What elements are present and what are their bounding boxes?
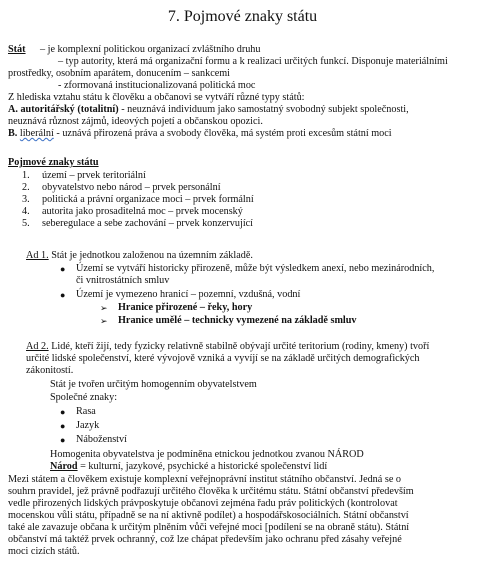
bullet-icon: ● — [60, 421, 66, 431]
citizenship-line-5: také ale zavazuje občana k určitým plněním vůči veřejné moci [podílení se na obraně státu). Státní — [8, 522, 410, 533]
ad1-line — [26, 250, 253, 262]
sign-item: Náboženství — [76, 434, 127, 445]
bullet-icon: ● — [60, 264, 66, 274]
ad2-text-1: Lidé, kteří žijí, tedy fyzicky relativně stabilně obývají určité teritorium (rodiny, kmeny) tvoří — [48, 341, 430, 352]
stat-relation: Z hlediska vztahu státu k člověku a občanovi se vytváří různé typy států: — [8, 92, 305, 103]
ad1-bullet-1: Území se vytváří historicky přirozeně, může být výsledkem anexí, nebo mezinárodních, — [76, 263, 435, 274]
stat-term: Stát — [8, 44, 26, 55]
stat-def-1: – je komplexní politickou organizací zvláštního druhu — [40, 44, 261, 55]
citizenship-line-2: souhrn pravidel, jež právně podřazují určitého člověka k určitému státu. Státní občanství především — [8, 486, 414, 497]
narod-text: = kulturní, jazykové, psychické a historické společenství lidí — [77, 461, 328, 472]
sign-item: Rasa — [76, 406, 96, 417]
list-item-text: autorita jako prosaditelná moc – prvek mocenský — [42, 206, 243, 217]
state-type-a — [8, 104, 409, 116]
list-number: 3. — [22, 194, 30, 205]
arrow-bullet-icon: ➢ — [100, 316, 108, 326]
section-heading-pojmove: Pojmové znaky státu — [8, 157, 99, 168]
state-type-b — [8, 128, 392, 140]
arrow-bullet-icon: ➢ — [100, 303, 108, 313]
list-item-text: území – prvek teritoriální — [42, 170, 146, 181]
ad1-sub-1: Hranice přirozené – řeky, hory — [118, 302, 253, 313]
citizenship-line-1: Mezi státem a člověkem existuje komplexní veřejnoprávní institut státního občanství. Jedná se o — [8, 474, 401, 485]
state-type-a-text-2: neuznává různost zájmů, ideových pojetí a občanskou opozici. — [8, 116, 263, 127]
state-type-b-text: - uznává přirozená práva a svobody člověka, má systém proti excesům státní moci — [53, 128, 392, 139]
list-number: 2. — [22, 182, 30, 193]
state-type-b-label: liberální — [19, 128, 54, 139]
state-type-b-letter: B. — [8, 128, 18, 139]
state-type-a-text: - neuznává individuum jako samostatný svobodný subjekt společnosti, — [118, 104, 409, 115]
ad1-bullet-2: Území je vymezeno hranicí – pozemní, vzdušná, vodní — [76, 289, 301, 300]
bullet-icon: ● — [60, 290, 66, 300]
list-number: 5. — [22, 218, 30, 229]
narod-definition — [50, 461, 327, 473]
ad1-bullet-1b: či vnitrostátních smluv — [76, 275, 170, 286]
stat-def-2b: prostředky, osobním aparátem, donucením – sankcemi — [8, 68, 230, 79]
stat-def-2: – typ autority, která má organizační formu a k realizaci určitých funkcí. Disponuje materiálními — [58, 56, 448, 67]
ad2-line-3: zákonitostí. — [26, 365, 74, 376]
page-title: 7. Pojmové znaky státu — [167, 8, 318, 25]
ad2-line-4: Stát je tvořen určitým homogenním obyvatelstvem — [50, 379, 257, 390]
ad1-text: Stát je jednotkou založenou na územním základě. — [48, 250, 253, 261]
citizenship-line-7: moci cizích států. — [8, 546, 80, 557]
ad2-line-1 — [26, 341, 429, 353]
ad2-line-6: Homogenita obyvatelstva je podmíněna etnickou jednotkou zvanou NÁROD — [50, 449, 364, 460]
sign-item: Jazyk — [76, 420, 100, 431]
state-type-a-label: A. autoritářský (totalitní) — [8, 104, 119, 115]
list-item-text: obyvatelstvo nebo národ – prvek personální — [42, 182, 221, 193]
list-item — [22, 170, 30, 182]
bullet-icon: ● — [60, 407, 66, 417]
list-number: 1. — [22, 170, 30, 181]
citizenship-line-6: občanství má taktéž prvek ochranný, což lze chápat především jako ochranu před zásahy veřejné — [8, 534, 402, 545]
ad1-label: Ad 1. — [26, 250, 49, 261]
ad2-line-5: Společné znaky: — [50, 392, 118, 403]
citizenship-line-4: mocenskou vůli státu, případně se na ní aktivně podílet) a hospodářskosociálních. Státní občanství — [8, 510, 409, 521]
list-number: 4. — [22, 206, 30, 217]
list-item-text: politická a právní organizace moci – prvek formální — [42, 194, 254, 205]
narod-label: Národ — [50, 461, 78, 472]
ad2-line-2: určité lidské společenství, které vývojově vzniká a vyvíjí se na základě určitých demografických — [26, 353, 420, 364]
ad2-label: Ad 2. — [26, 341, 49, 352]
citizenship-line-3: vedle přirozených lidských právposkytuje občanovi zejména řadu práv politických (kontrolovat — [8, 498, 398, 509]
bullet-icon: ● — [60, 435, 66, 445]
stat-def-3: - zformovaná institucionalizovaná politická moc — [58, 80, 256, 91]
list-item-text: seberegulace a sebe zachování – prvek konzervující — [42, 218, 254, 229]
ad1-sub-2: Hranice umělé – technicky vymezené na základě smluv — [118, 315, 357, 326]
